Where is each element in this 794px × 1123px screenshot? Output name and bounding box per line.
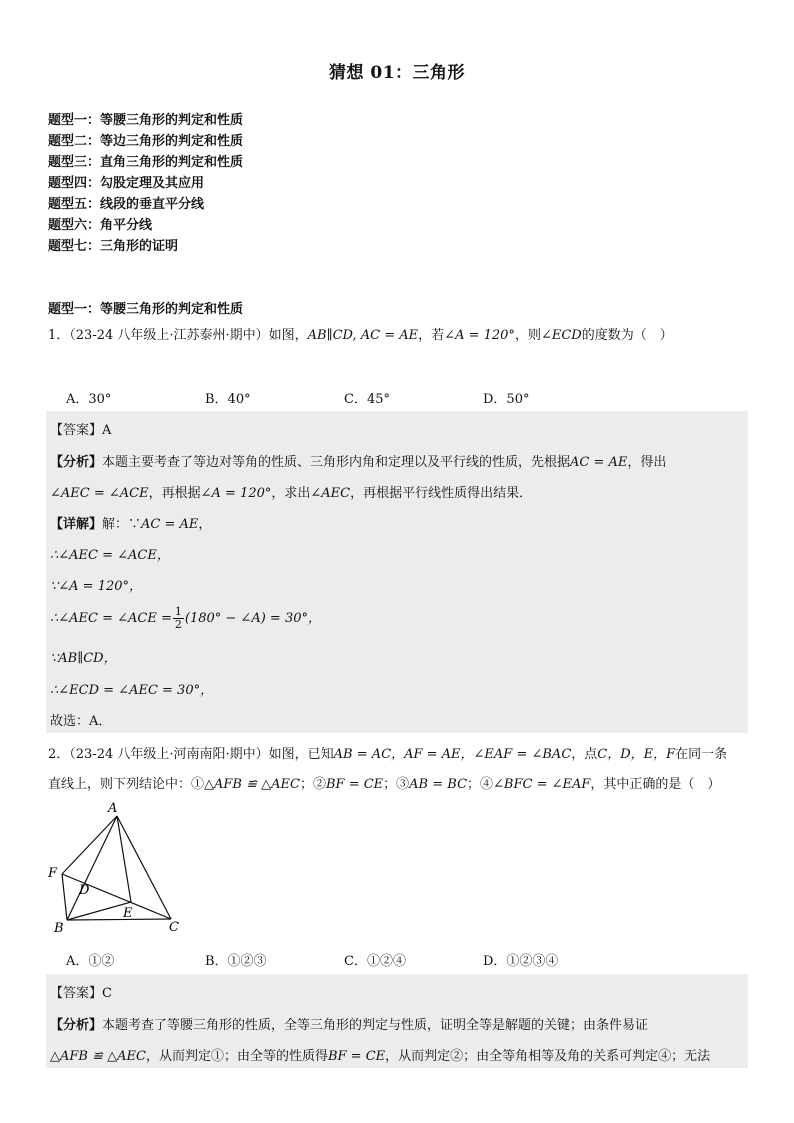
stem-math: AB = AC，AF = AE，∠EAF = ∠BAC xyxy=(333,747,572,762)
topic-item: 题型三：直角三角形的判定和性质 xyxy=(48,155,244,170)
step-math: (180° − ∠A) = 30°， xyxy=(184,611,321,626)
detail-text: ， xyxy=(198,517,212,532)
stem-text: ；③ xyxy=(383,777,410,792)
stem-math: AB∥CD, AC = AE xyxy=(307,328,419,343)
stem-math: C，D，E，F xyxy=(597,747,676,762)
label-c: C xyxy=(169,920,179,935)
stem-math: BF = CE xyxy=(325,777,384,792)
option-b: B．40° xyxy=(205,392,251,407)
detail-label: 【详解】 xyxy=(50,517,103,532)
topic-item: 题型五：线段的垂直平分线 xyxy=(48,197,205,212)
analysis-text: ，得出 xyxy=(627,455,667,470)
answer-line: 【答案】A xyxy=(50,423,112,438)
step-math: ∴∠AEC = ∠ACE = xyxy=(50,611,172,626)
topic-item: 题型一：等腰三角形的判定和性质 xyxy=(48,113,244,128)
detail-step: ∵∠A = 120°， xyxy=(50,579,143,594)
analysis-text: ，再根据平行线性质得出结果． xyxy=(350,486,533,501)
detail-step xyxy=(50,606,321,631)
analysis-math: AC = AE xyxy=(570,455,628,470)
option-c: C．45° xyxy=(344,392,390,407)
topic-item: 题型二：等边三角形的判定和性质 xyxy=(48,134,244,149)
topic-list xyxy=(48,110,243,257)
label-d: D xyxy=(79,883,90,898)
stem-math: ∠ECD xyxy=(540,328,582,343)
fraction-half xyxy=(173,606,184,631)
analysis-math: ∠A = 120° xyxy=(200,486,272,501)
detail-math: AC = AE xyxy=(141,517,199,532)
segment-be xyxy=(67,902,131,920)
analysis-math: △AFB ≌ △AEC xyxy=(50,1049,146,1064)
option-d: D．50° xyxy=(483,392,530,407)
stem-text: 2．（23-24 八年级上·河南南阳·期中）如图，已知 xyxy=(48,747,334,762)
triangle-figure xyxy=(40,798,190,938)
segment-ab xyxy=(67,816,117,920)
analysis-line xyxy=(50,451,666,470)
stem-text: 的度数为（ ） xyxy=(581,328,673,343)
label-e: E xyxy=(123,906,133,921)
detail-step: ∵AB∥CD， xyxy=(50,651,117,666)
analysis-math: ∠AEC = ∠ACE xyxy=(50,486,149,501)
analysis-line xyxy=(50,1014,648,1033)
analysis-label: 【分析】 xyxy=(50,455,103,470)
analysis-text: ，再根据 xyxy=(148,486,201,501)
stem-text: ；② xyxy=(299,777,326,792)
option-d: D．①②③④ xyxy=(483,954,559,969)
analysis-text: 本题考查了等腰三角形的性质，全等三角形的判定与性质，证明全等是解题的关键；由条件易证 xyxy=(102,1018,649,1033)
analysis-line xyxy=(50,1045,710,1064)
option-a: A．①② xyxy=(66,954,115,969)
analysis-text: ，从而判定②；由全等角相等及角的关系可判定④；无法 xyxy=(385,1049,711,1064)
stem-math: △AFB ≌ △AEC xyxy=(204,777,300,792)
analysis-text: 本题主要考查了等边对等角的性质、三角形内角和定理以及平行线的性质，先根据 xyxy=(102,455,571,470)
analysis-math: ∠AEC xyxy=(310,486,351,501)
choice-line: 故选：A． xyxy=(50,714,112,729)
detail-text: 解：∵ xyxy=(102,517,142,532)
label-b: B xyxy=(54,921,64,936)
question-2-line-1 xyxy=(48,743,727,762)
stem-text: ，若 xyxy=(418,328,445,343)
segment-bc xyxy=(67,919,171,920)
detail-step: ∴∠AEC = ∠ACE， xyxy=(50,548,170,563)
option-a: A．30° xyxy=(66,392,112,407)
question-1-options xyxy=(66,388,622,407)
stem-text: ，则 xyxy=(514,328,541,343)
label-f: F xyxy=(48,866,58,881)
analysis-math: BF = CE xyxy=(327,1049,386,1064)
topic-item: 题型七：三角形的证明 xyxy=(48,239,179,254)
solution-box-1 xyxy=(46,411,748,733)
detail-line xyxy=(50,513,211,532)
topic-item: 题型四：勾股定理及其应用 xyxy=(48,176,205,191)
question-2-options xyxy=(66,950,622,969)
stem-math: ∠BFC = ∠EAF xyxy=(493,777,591,792)
option-b: B．①②③ xyxy=(205,954,267,969)
question-1-stem xyxy=(48,324,673,343)
stem-text: ，其中正确的是（ ） xyxy=(590,777,721,792)
answer-line: 【答案】C xyxy=(50,986,112,1001)
detail-step: ∴∠ECD = ∠AEC = 30°， xyxy=(50,683,214,698)
segment-af xyxy=(62,816,117,874)
fraction-denominator: 2 xyxy=(174,618,182,631)
stem-text: 直线上，则下列结论中：① xyxy=(48,777,205,792)
page-title: 猜想 01：三角形 xyxy=(328,63,466,83)
stem-text: 1．（23-24 八年级上·江苏泰州·期中）如图， xyxy=(48,328,308,343)
stem-text: 在同一条 xyxy=(675,747,728,762)
question-2-line-2 xyxy=(48,773,720,792)
option-c: C．①②④ xyxy=(344,954,406,969)
solution-box-2 xyxy=(46,974,748,1068)
topic-item: 题型六：角平分线 xyxy=(48,218,153,233)
analysis-label: 【分析】 xyxy=(50,1018,103,1033)
analysis-text: ，从而判定①；由全等的性质得 xyxy=(145,1049,328,1064)
label-a: A xyxy=(108,801,118,816)
stem-math: ∠A = 120° xyxy=(444,328,515,343)
segment-fb xyxy=(62,874,67,920)
stem-text: ，点 xyxy=(571,747,598,762)
stem-text: ；④ xyxy=(467,777,494,792)
section-heading: 题型一：等腰三角形的判定和性质 xyxy=(48,302,244,317)
analysis-line xyxy=(50,482,532,501)
stem-math: AB = BC xyxy=(409,777,468,792)
analysis-text: ，求出 xyxy=(271,486,311,501)
fraction-numerator: 1 xyxy=(174,605,182,618)
